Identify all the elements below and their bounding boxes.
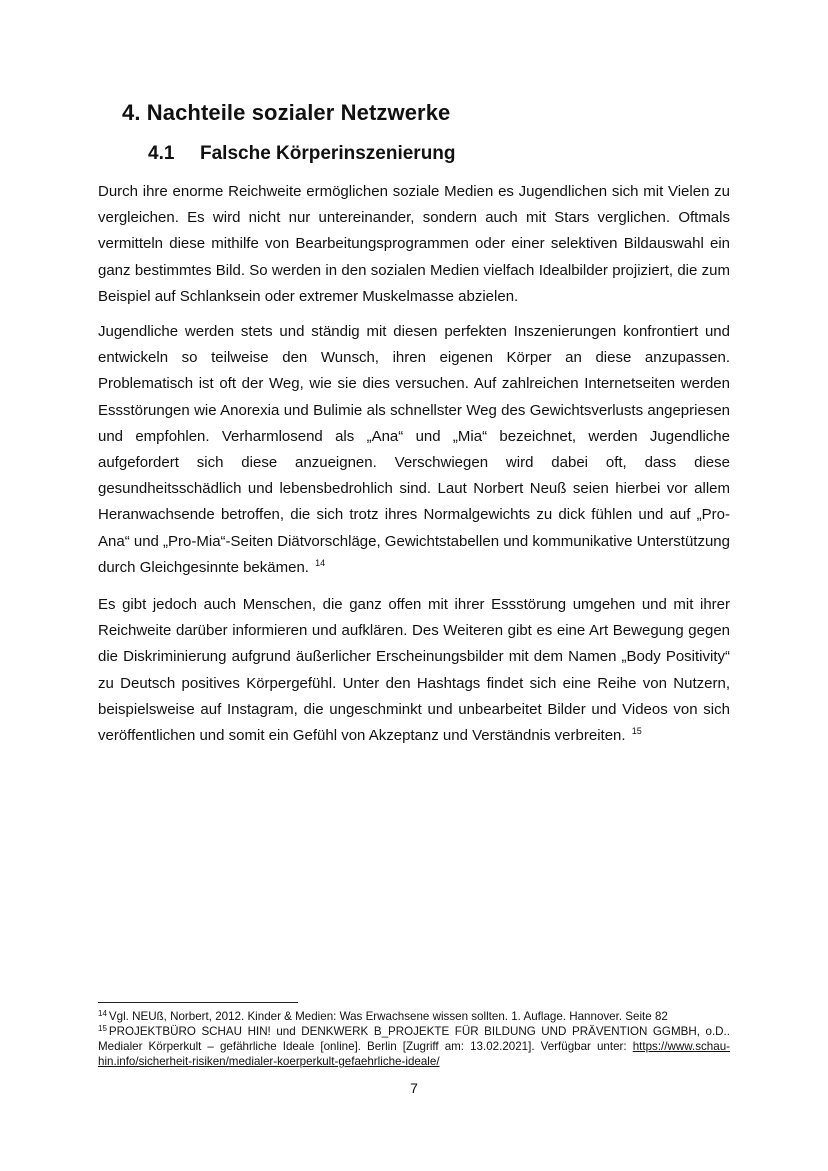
footnote-separator (98, 1002, 298, 1003)
chapter-heading: 4. Nachteile sozialer Netzwerke (122, 100, 451, 125)
footnote-mark: 15 (98, 1024, 107, 1033)
section-heading (148, 143, 456, 165)
page-number: 7 (410, 1080, 418, 1096)
section-number: 4.1 (148, 143, 175, 164)
footnote-ref-15[interactable]: 15 (631, 726, 642, 737)
paragraph-3-text: Es gibt jedoch auch Menschen, die ganz offen mit ihrer Essstörung umgehen und mit ihrer Reichweite darüber informieren und aufklären. Des Weiteren gibt es eine Art Bewegung gegen die Diskriminierung aufgrund äußerlicher Erscheinungsbilder mit dem Namen „Body Positivity“ zu Deutsch positives Körpergefühl. Unter den Hashtags findet sich eine Reihe von Nutzern, beispielsweise auf Instagram, die ungeschminkt und unbearbeitet Bilder und Videos von sich veröffentlichen und somit ein Gefühl von Akzeptanz und Verständnis verbreiten. (98, 596, 730, 745)
footnote-text: Vgl. NEUß, Norbert, 2012. Kinder & Medien: Was Erwachsene wissen sollten. 1. Auflage. Hannover. Seite 82 (108, 1010, 668, 1023)
paragraph-2 (98, 319, 730, 581)
footnote-mark: 14 (98, 1009, 107, 1018)
footnote-ref-14[interactable]: 14 (315, 557, 326, 568)
footnote-15 (98, 1024, 730, 1069)
footnote-link[interactable]: https://www.schau-hin.info/sicherheit-risiken/medialer-koerperkult-gefaehrliche-ideale/ (98, 1040, 730, 1068)
paragraph-3 (98, 592, 730, 749)
section-title: Falsche Körperinszenierung (200, 143, 456, 164)
footnotes (98, 1009, 730, 1069)
footnote-text: PROJEKTBÜRO SCHAU HIN! und DENKWERK B_PROJEKTE FÜR BILDUNG UND PRÄVENTION GGMBH, o.D.. Medialer Körperkult – gefährliche Ideale [online]. Berlin [Zugriff am: 13.02.2021]. Verfügbar unter: (98, 1025, 730, 1053)
paragraph-1-text: Durch ihre enorme Reichweite ermöglichen soziale Medien es Jugendlichen sich mit Vielen zu vergleichen. Es wird nicht nur untereinander, sondern auch mit Stars verglichen. Oftmals vermitteln diese mithilfe von Bearbeitungsprogrammen oder einer selektiven Bildauswahl ein ganz bestimmtes Bild. So werden in den sozialen Medien vielfach Idealbilder projiziert, die zum Beispiel auf Schlanksein oder extremer Muskelmasse abzielen. (98, 183, 730, 305)
paragraph-2-text: Jugendliche werden stets und ständig mit diesen perfekten Inszenierungen konfrontiert und entwickeln so teilweise den Wunsch, ihren eigenen Körper an diese anzupassen. Problematisch ist oft der Weg, wie sie dies versuchen. Auf zahlreichen Internetseiten werden Essstörungen wie Anorexia und Bulimie als schnellster Weg des Gewichtsverlusts angepriesen und empfohlen. Verharmlosend als „Ana“ und „Mia“ bezeichnet, werden Jugendliche aufgefordert sich diese anzueignen. Verschwiegen wird dabei oft, dass diese gesundheitsschädlich und lebensbedrohlich sind. Laut Norbert Neuß seien hierbei vor allem Heranwachsende betroffen, die sich trotz ihres Normalgewichts zu dick fühlen und auf „Pro-Ana“ und „Pro-Mia“-Seiten Diätvorschläge, Gewichtstabellen und kommunikative Unterstützung durch Gleichgesinnte bekämen. (98, 323, 730, 576)
footnote-14 (98, 1009, 730, 1024)
paragraph-1 (98, 179, 730, 310)
